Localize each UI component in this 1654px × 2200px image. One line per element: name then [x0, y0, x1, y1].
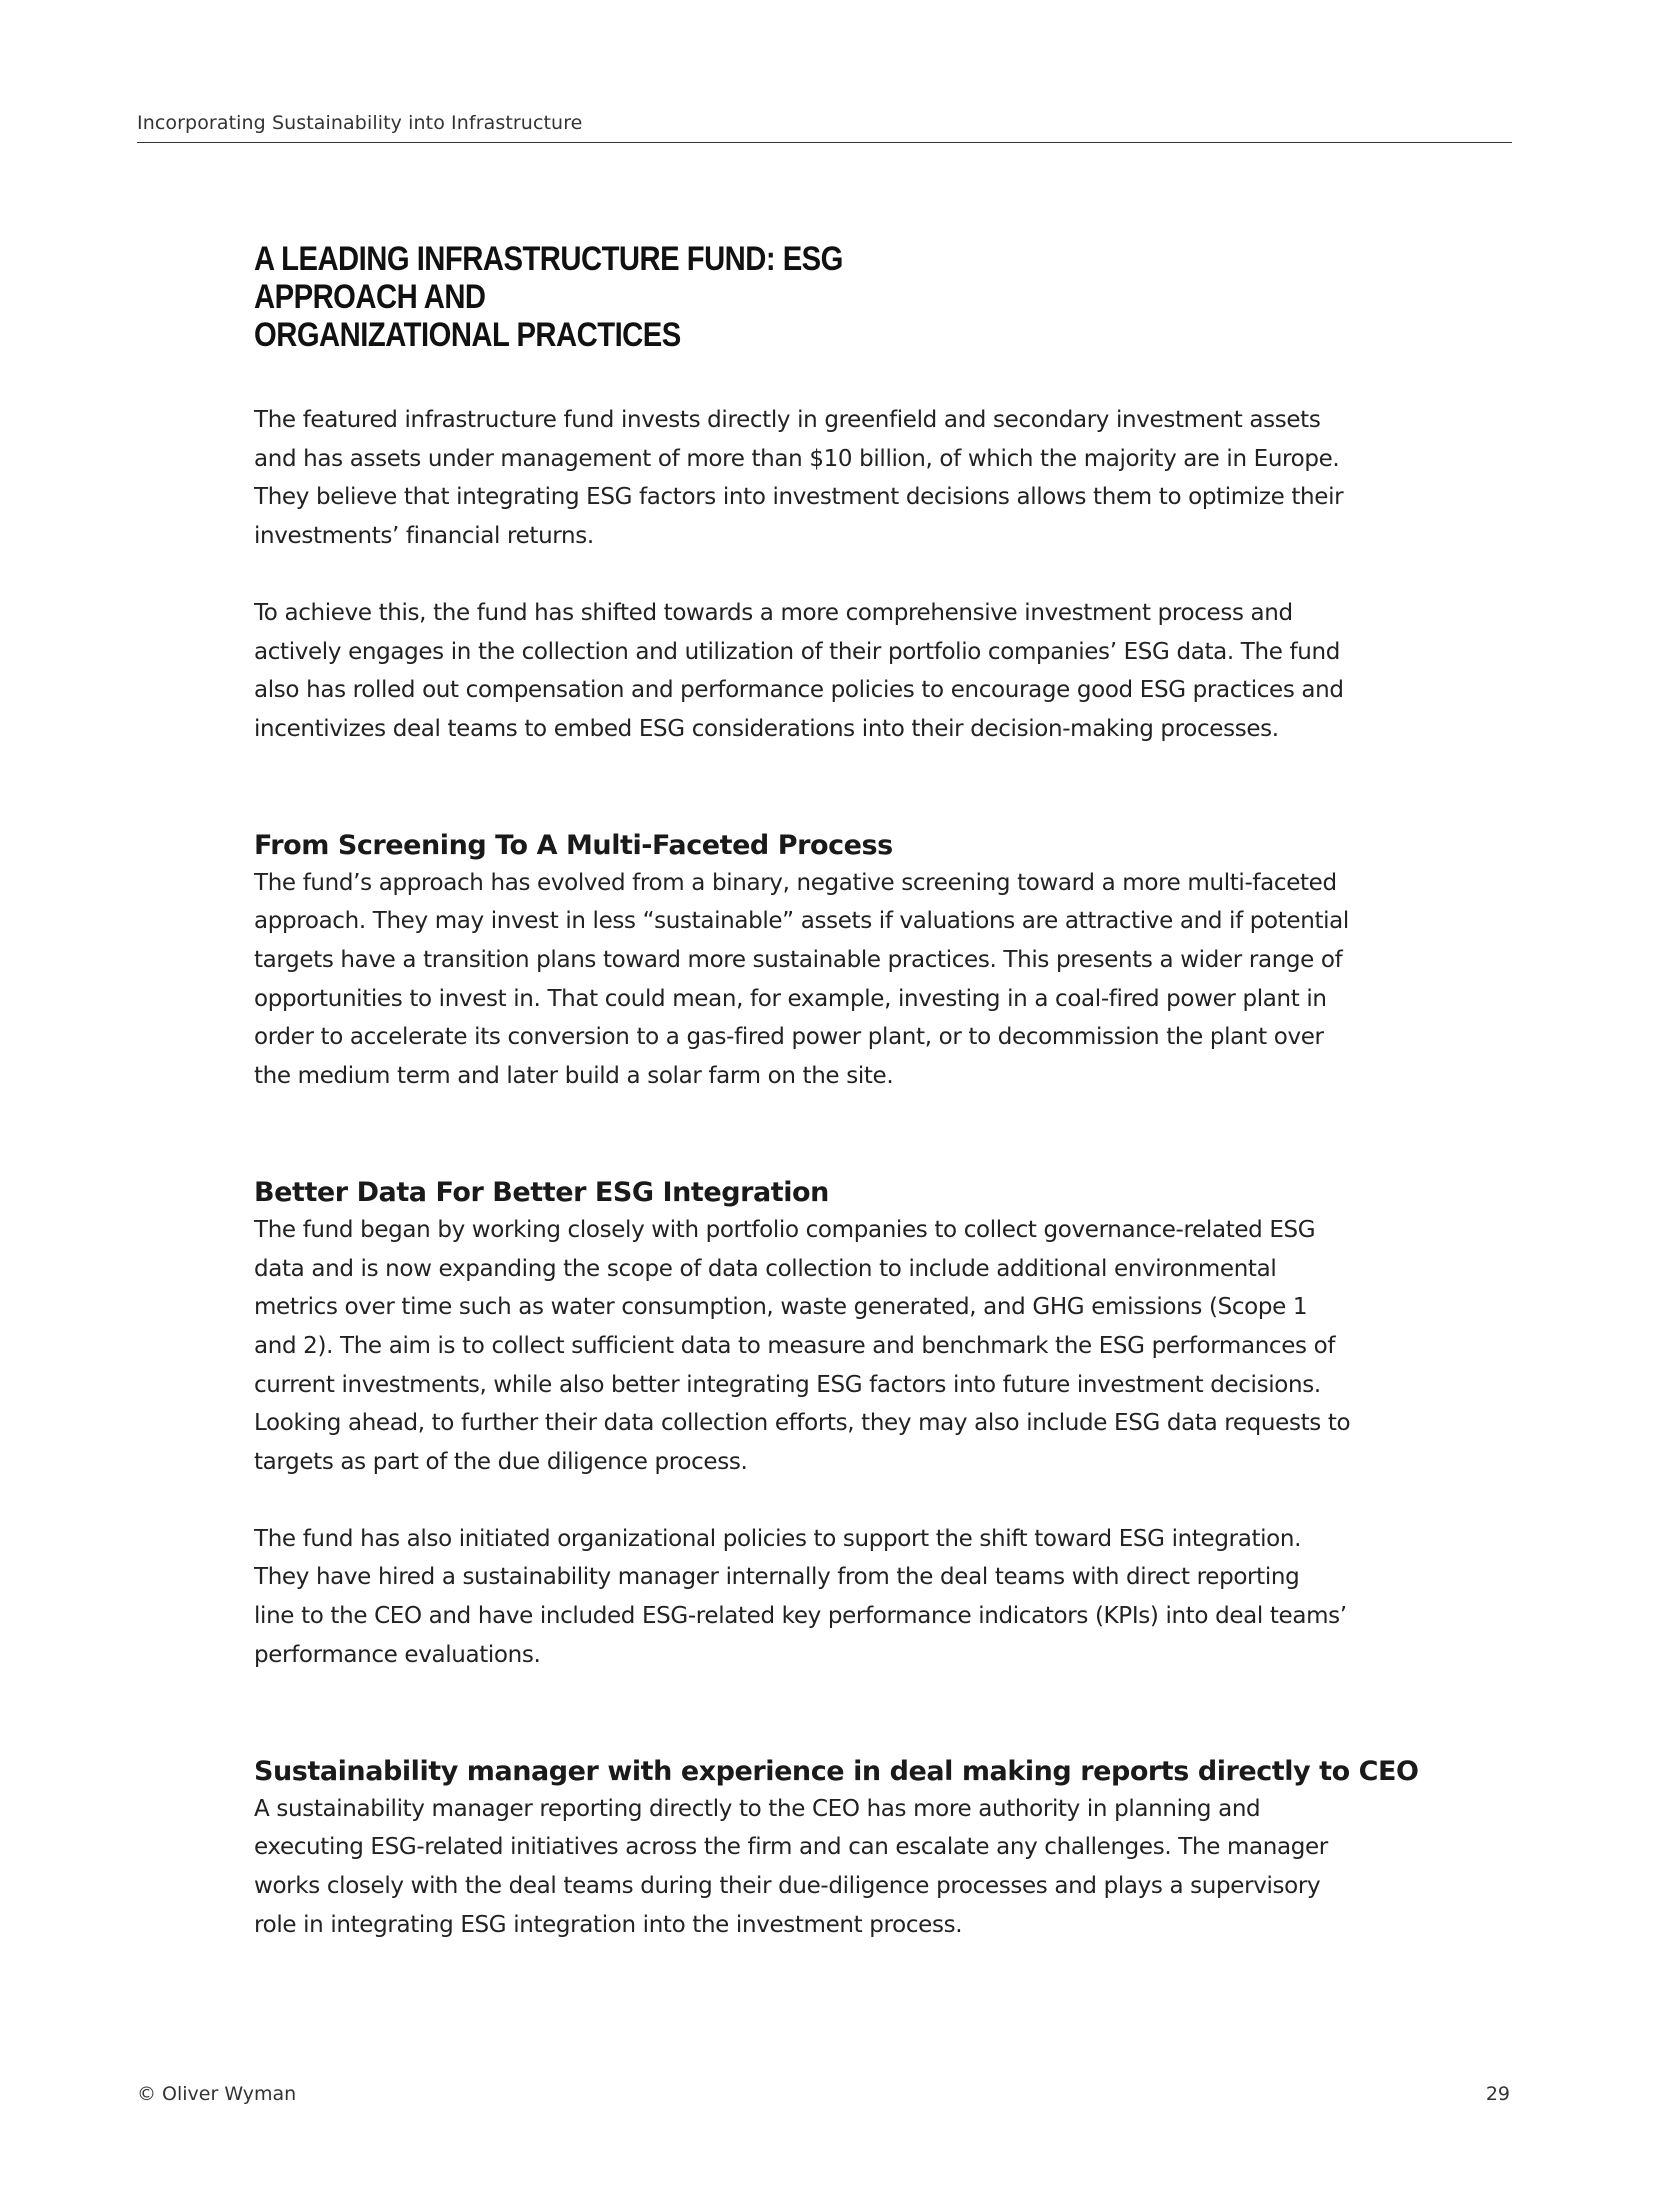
text-line: performance evaluations.: [254, 1641, 541, 1668]
section-heading-better-data: Better Data For Better ESG Integration: [254, 1176, 829, 1208]
text-line: metrics over time such as water consumption, waste generated, and GHG emissions (Scope 1: [254, 1294, 1308, 1321]
text-line: works closely with the deal teams during their due-diligence processes and plays a supervisory: [254, 1872, 1321, 1899]
text-line: opportunities to invest in. That could mean, for example, investing in a coal-fired power plant in: [254, 985, 1327, 1012]
intro-paragraph-2: [254, 594, 1424, 749]
intro-paragraph-1: [254, 401, 1424, 556]
running-header-title: Incorporating Sustainability into Infrastructure: [137, 112, 583, 134]
text-line: The fund has also initiated organizational policies to support the shift toward ESG integration.: [254, 1525, 1302, 1552]
text-line: They believe that integrating ESG factors into investment decisions allows them to optimize their: [254, 484, 1344, 511]
footer-copyright: © Oliver Wyman: [137, 2083, 297, 2105]
text-line: line to the CEO and have included ESG-related key performance indicators (KPIs) into deal teams’: [254, 1603, 1347, 1630]
text-line: also has rolled out compensation and performance policies to encourage good ESG practices and: [254, 677, 1344, 704]
text-line: Looking ahead, to further their data collection efforts, they may also include ESG data requests to: [254, 1410, 1351, 1437]
text-line: To achieve this, the fund has shifted towards a more comprehensive investment process and: [254, 599, 1293, 626]
text-line: role in integrating ESG integration into the investment process.: [254, 1911, 963, 1938]
footer-page-number: 29: [1485, 2083, 1510, 2105]
text-line: investments’ financial returns.: [254, 523, 594, 550]
text-line: incentivizes deal teams to embed ESG considerations into their decision-making processes.: [254, 715, 1279, 742]
text-line: and 2). The aim is to collect sufficient data to measure and benchmark the ESG performances of: [254, 1332, 1336, 1359]
text-line: They have hired a sustainability manager internally from the deal teams with direct reporting: [254, 1564, 1300, 1591]
text-line: The featured infrastructure fund invests directly in greenfield and secondary investment assets: [254, 407, 1321, 433]
section-heading-screening: From Screening To A Multi-Faceted Process: [254, 829, 893, 861]
text-line: targets have a transition plans toward more sustainable practices. This presents a wider range of: [254, 947, 1343, 974]
text-line: the medium term and later build a solar farm on the site.: [254, 1063, 894, 1090]
text-line: The fund’s approach has evolved from a binary, negative screening toward a more multi-faceted: [254, 869, 1337, 896]
page-title-line-1: A LEADING INFRASTRUCTURE FUND: ESG APPROACH AND: [254, 240, 843, 316]
text-line: The fund began by working closely with portfolio companies to collect governance-related ESG: [254, 1216, 1316, 1243]
running-header: [137, 110, 1512, 143]
section-sustainability-manager-paragraph: [254, 1790, 1424, 1945]
section-better-data-paragraph-1: [254, 1211, 1424, 1482]
text-line: approach. They may invest in less “sustainable” assets if valuations are attractive and if potential: [254, 908, 1349, 935]
page-title-line-2: ORGANIZATIONAL PRACTICES: [254, 316, 681, 354]
page-content: [254, 240, 1424, 1944]
text-line: and has assets under management of more than $10 billion, of which the majority are in Europe.: [254, 445, 1340, 472]
section-screening-paragraph: [254, 864, 1424, 1096]
text-line: order to accelerate its conversion to a gas-fired power plant, or to decommission the plant over: [254, 1024, 1324, 1051]
text-line: executing ESG-related initiatives across the firm and can escalate any challenges. The manager: [254, 1834, 1328, 1861]
text-line: data and is now expanding the scope of data collection to include additional environmental: [254, 1255, 1277, 1282]
text-line: targets as part of the due diligence process.: [254, 1449, 748, 1476]
text-line: actively engages in the collection and utilization of their portfolio companies’ ESG data. The fund: [254, 638, 1340, 665]
section-better-data-paragraph-2: [254, 1520, 1424, 1675]
section-heading-sustainability-manager: Sustainability manager with experience in deal making reports directly to CEO: [254, 1755, 1419, 1787]
text-line: A sustainability manager reporting directly to the CEO has more authority in planning and: [254, 1795, 1261, 1822]
page-title: [254, 240, 908, 354]
text-line: current investments, while also better integrating ESG factors into future investment decisions.: [254, 1371, 1321, 1398]
